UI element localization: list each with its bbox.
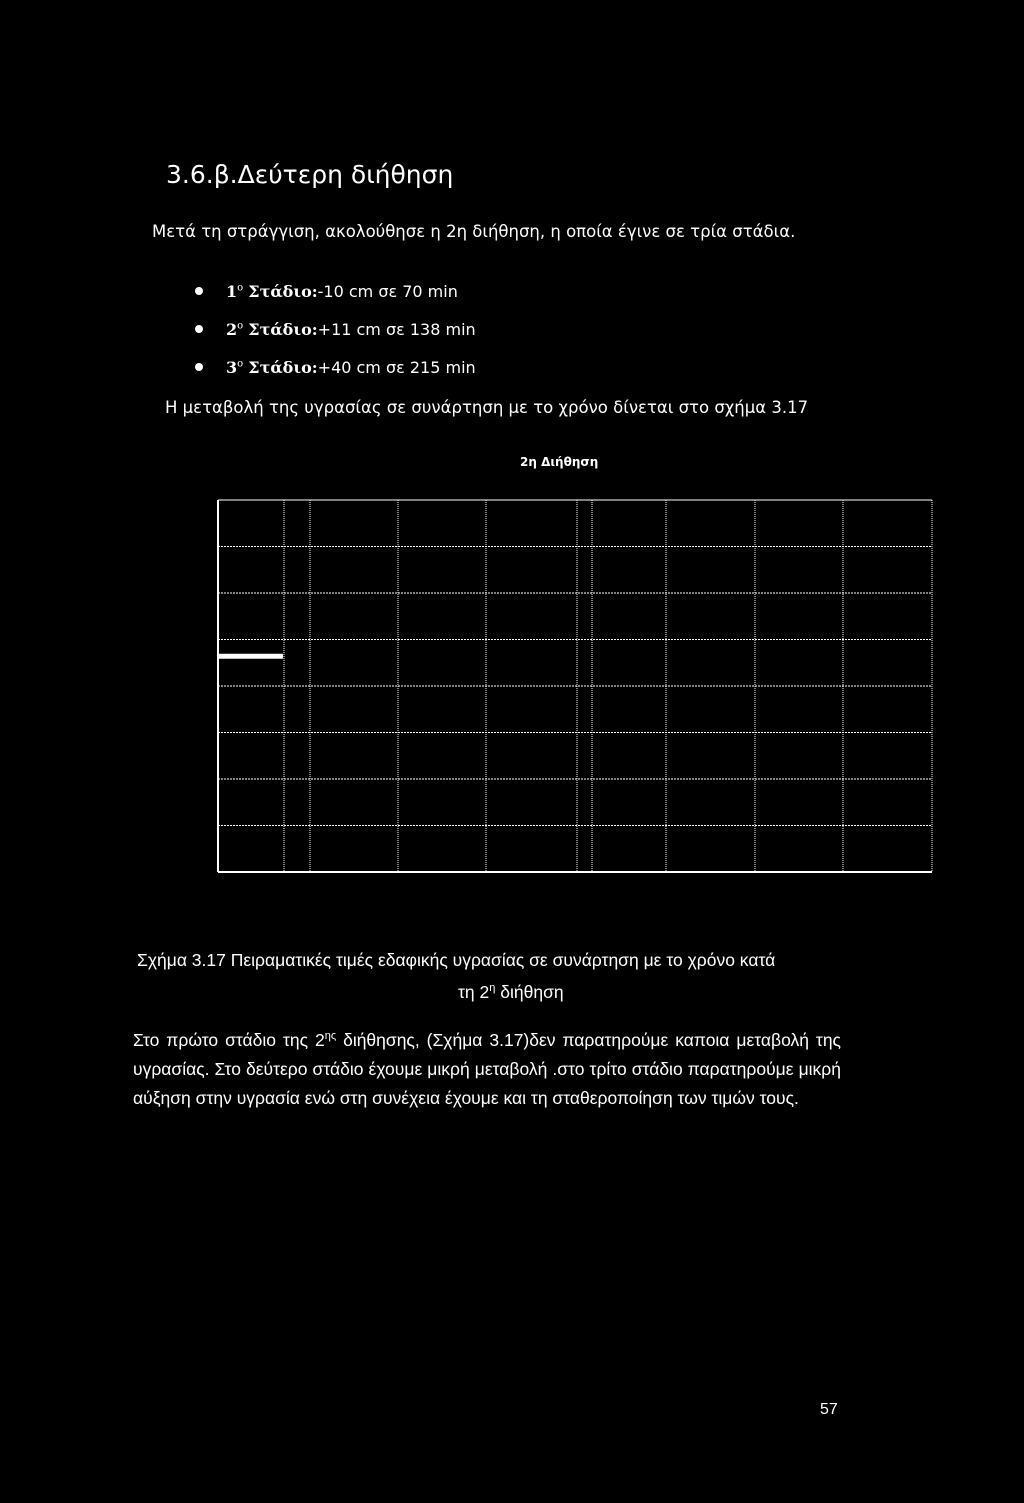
stage-detail: -10 cm σε 70 min [317, 281, 458, 301]
page-number: 57 [820, 1401, 838, 1418]
stage-detail: +40 cm σε 215 min [317, 357, 476, 377]
chart-grid [218, 500, 932, 872]
figure-caption-line1: Σχήμα 3.17 Πειραματικές τιμές εδαφικής υγρασίας σε συνάρτηση με το χρόνο κατά [137, 950, 776, 970]
stage-number: $1^o$ [226, 281, 244, 301]
section-heading: 3.6.β.Δεύτερη διήθηση [166, 160, 454, 189]
figure-reference-text: Η μεταβολή της υγρασίας σε συνάρτηση με το χρόνο δίνεται στο σχήμα 3.17 [165, 398, 809, 417]
stage-number: $3^o$ [226, 357, 244, 377]
body-paragraph: Στο πρώτο στάδιο της $2^{\eta\varsigma}$ διήθησης, (Σχήμα 3.17)δεν παρατηρούμε καποια μεταβολή της υγρασίας. Στο δεύτερο στάδιο έχουμε μικρή μεταβολή .στο τρίτο στάδιο παρατηρούμε μικρή αύξηση στην υγρασία ενώ στη συνέχεια έχουμε και τη σταθεροποίηση των τιμών τους. [133, 1029, 841, 1108]
stage-number: $2^o$ [226, 319, 244, 339]
stage-label: Στάδιο: [248, 281, 318, 301]
stage-label: Στάδιο: [248, 357, 318, 377]
intro-text: Μετά τη στράγγιση, ακολούθησε η 2η διήθηση, η οποία έγινε σε τρία στάδια. [152, 222, 796, 241]
chart-title: 2η Διήθηση [520, 455, 599, 469]
figure-caption-line2: τη $2^\eta$ διήθηση [458, 982, 564, 1002]
stage-label: Στάδιο: [248, 319, 318, 339]
stage-detail: +11 cm σε 138 min [317, 319, 476, 339]
